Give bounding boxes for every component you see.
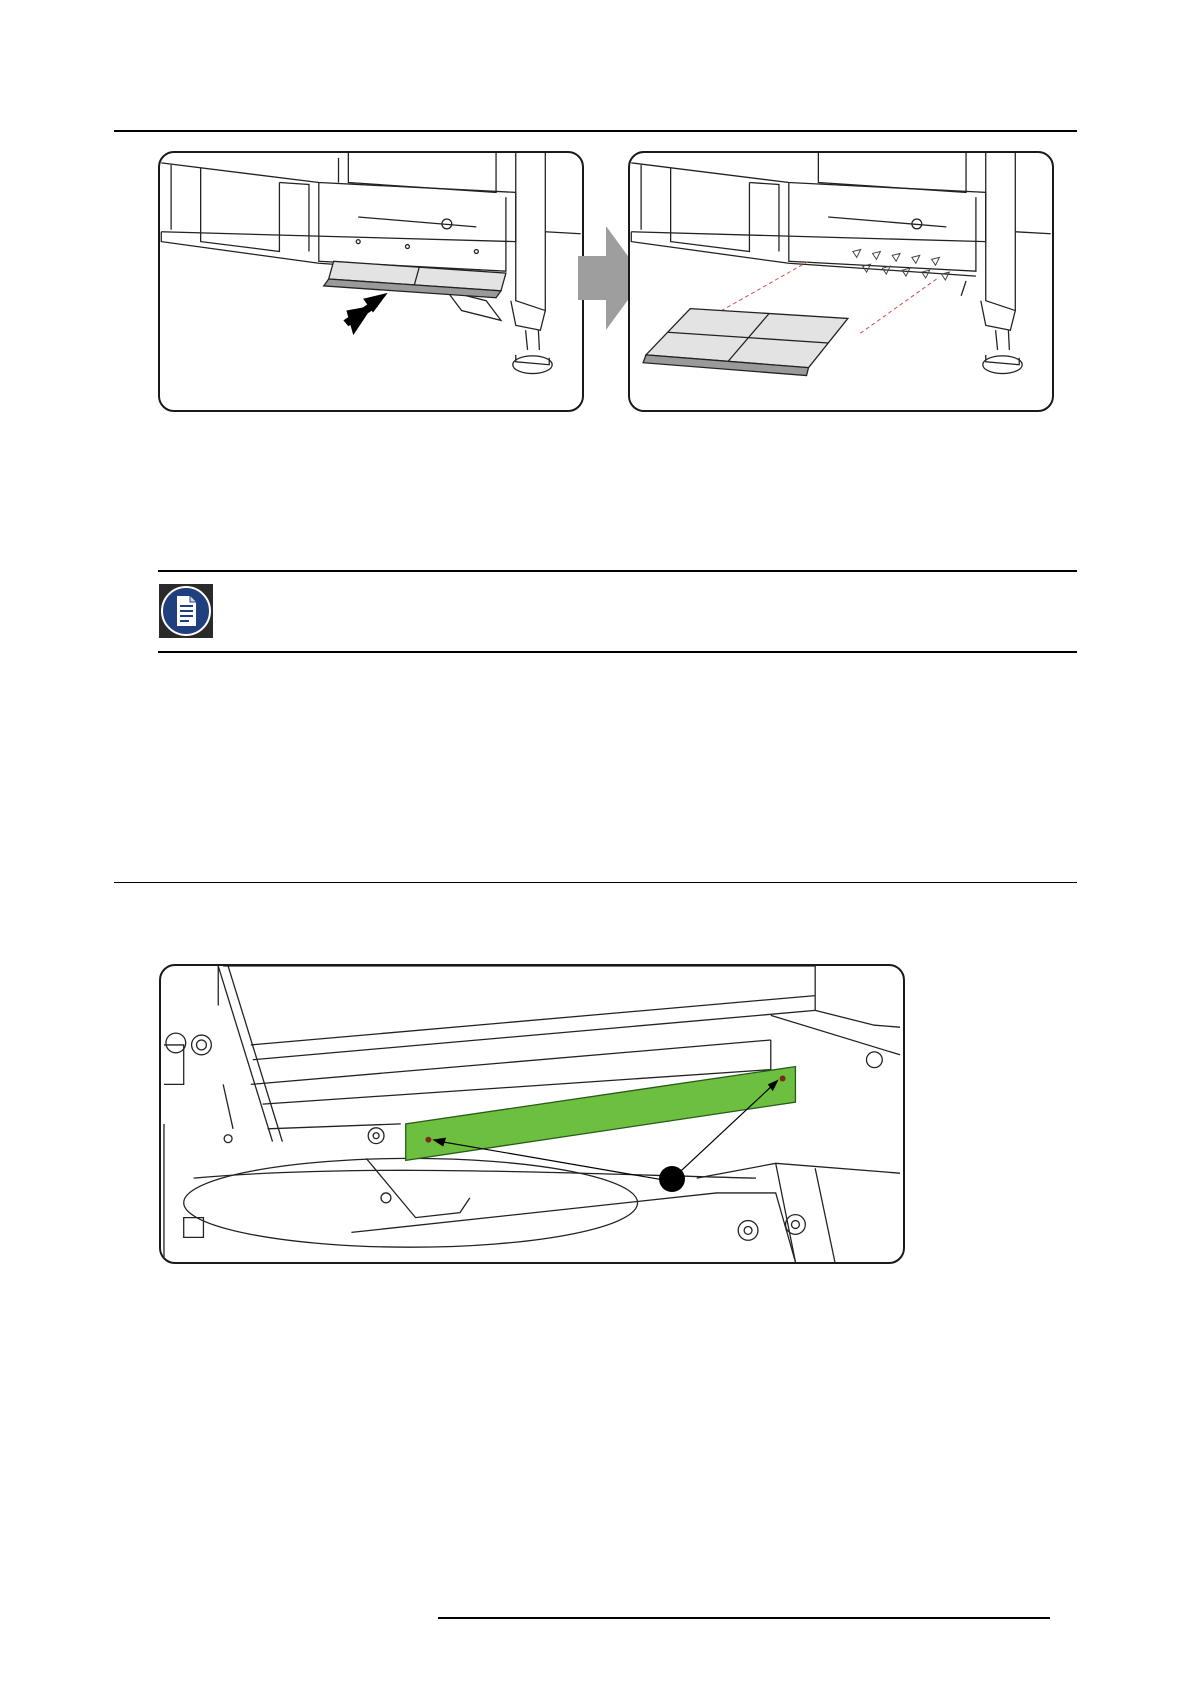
projector-side-drawing <box>161 966 903 1262</box>
note-top-rule <box>158 570 1077 572</box>
callout-marker <box>659 1166 685 1192</box>
footer-rule <box>438 1617 1050 1619</box>
projector-base-drawing-left <box>160 153 582 410</box>
figure-filter-removed <box>628 151 1054 412</box>
section-rule <box>114 882 1077 883</box>
note-bottom-rule <box>158 651 1077 653</box>
projector-base-drawing-right <box>630 153 1052 410</box>
note-document-icon <box>159 584 213 638</box>
top-rule <box>114 130 1077 132</box>
figure-green-cover-plate <box>159 964 905 1264</box>
figure-filter-pull-out <box>158 151 584 412</box>
